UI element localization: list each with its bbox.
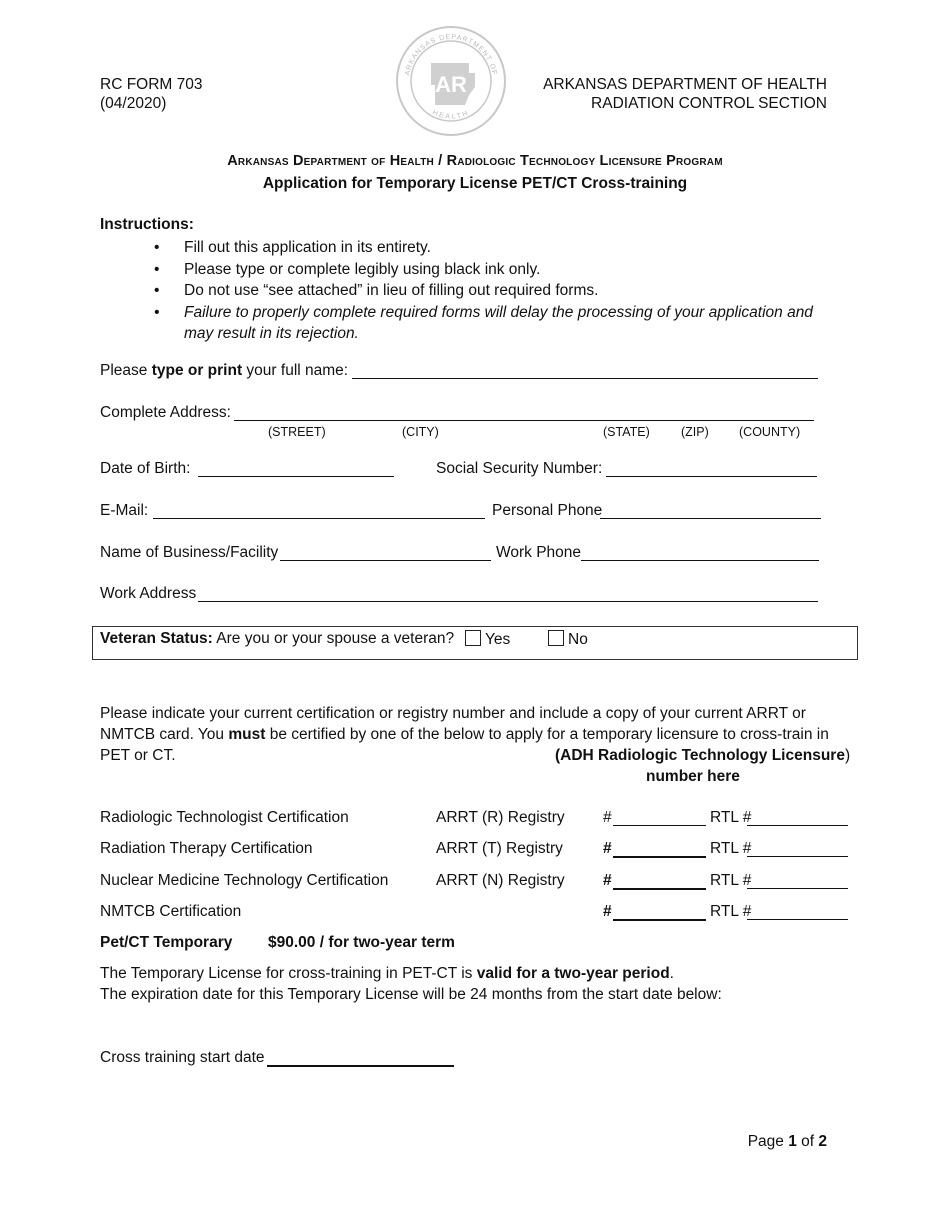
cert-number-field[interactable]	[613, 874, 706, 890]
start-date-field[interactable]	[267, 1051, 454, 1067]
cert-name: Radiologic Technologist Certification	[100, 809, 349, 826]
cert-registry: ARRT (N) Registry	[436, 872, 565, 889]
instruction-item: • Failure to properly complete required forms will delay the processing of your application and may result in its rejection.	[154, 302, 834, 345]
form-id: RC FORM 703	[100, 76, 203, 93]
seal-top-text: ARKANSAS DEPARTMENT OF	[404, 33, 498, 77]
cert-registry: ARRT (R) Registry	[436, 809, 565, 826]
validity-line2: The expiration date for this Temporary License will be 24 months from the start date below:	[100, 986, 722, 1003]
address-zip-caption: (ZIP)	[681, 425, 709, 439]
rtl-label: RTL #	[710, 809, 752, 826]
cert-hash: #	[603, 840, 612, 857]
full-name-label: Please type or print your full name:	[100, 362, 349, 379]
section-name: RADIATION CONTROL SECTION	[591, 95, 827, 112]
instructions-list	[154, 237, 844, 345]
full-name-field[interactable]	[352, 364, 818, 379]
address-state-caption: (STATE)	[603, 425, 650, 439]
arkansas-health-seal-icon	[395, 25, 507, 137]
cert-name: Radiation Therapy Certification	[100, 840, 313, 857]
cert-paragraph-line2: NMTCB card. You must be certified by one of the below to apply for a temporary licensure to cross-train in	[100, 726, 829, 743]
instruction-item: • Do not use “see attached” in lieu of filling out required forms.	[154, 280, 844, 302]
work-address-field[interactable]	[198, 587, 818, 602]
business-label: Name of Business/Facility	[100, 544, 279, 561]
rtl-number-field[interactable]	[747, 874, 848, 889]
adh-note-line2: number here	[646, 768, 740, 785]
personal-phone-label: Personal Phone	[492, 502, 603, 519]
address-city-caption: (CITY)	[402, 425, 439, 439]
validity-line1: The Temporary License for cross-training in PET-CT is valid for a two-year period.	[100, 965, 674, 982]
cert-number-field[interactable]	[613, 905, 706, 921]
cert-paragraph-line3: PET or CT.	[100, 747, 176, 764]
address-field[interactable]	[234, 406, 814, 421]
veteran-yes-option[interactable]: Yes	[465, 630, 510, 649]
email-field[interactable]	[153, 504, 485, 519]
rtl-label: RTL #	[710, 872, 752, 889]
fee-amount: $90.00 / for two-year term	[268, 934, 455, 951]
instruction-item: • Fill out this application in its entirety.	[154, 237, 844, 259]
cert-paragraph-line1: Please indicate your current certification or registry number and include a copy of your current ARRT or	[100, 705, 806, 722]
instruction-item: • Please type or complete legibly using black ink only.	[154, 259, 844, 281]
veteran-question: Veteran Status: Are you or your spouse a veteran?	[100, 630, 455, 647]
dob-field[interactable]	[198, 462, 394, 477]
program-title: Arkansas Department of Health / Radiologic Technology Licensure Program	[227, 153, 723, 169]
page-number: Page 1 of 2	[747, 1133, 827, 1150]
cert-registry: ARRT (T) Registry	[436, 840, 563, 857]
cert-hash: #	[603, 809, 612, 826]
business-field[interactable]	[280, 546, 491, 561]
cert-name: NMTCB Certification	[100, 903, 242, 920]
cert-hash: #	[603, 903, 612, 920]
address-county-caption: (COUNTY)	[739, 425, 801, 439]
dob-label: Date of Birth:	[100, 460, 191, 477]
rtl-label: RTL #	[710, 903, 752, 920]
veteran-no-option[interactable]: No	[548, 630, 588, 649]
cert-name: Nuclear Medicine Technology Certification	[100, 872, 389, 889]
seal-abbr: AR	[435, 72, 467, 97]
work-address-label: Work Address	[100, 585, 197, 602]
work-phone-field[interactable]	[581, 546, 819, 561]
fee-label: Pet/CT Temporary	[100, 934, 233, 951]
ssn-label: Social Security Number:	[436, 460, 603, 477]
rtl-label: RTL #	[710, 840, 752, 857]
seal-bottom-text: HEALTH	[431, 109, 471, 121]
ssn-field[interactable]	[606, 462, 817, 477]
instructions-heading: Instructions:	[100, 216, 194, 233]
work-phone-label: Work Phone	[496, 544, 582, 561]
start-date-label: Cross training start date	[100, 1049, 265, 1066]
personal-phone-field[interactable]	[600, 504, 821, 519]
veteran-no-checkbox[interactable]	[548, 630, 564, 646]
rtl-number-field[interactable]	[747, 811, 848, 826]
cert-number-field[interactable]	[613, 842, 706, 858]
form-date: (04/2020)	[100, 95, 167, 112]
address-street-caption: (STREET)	[268, 425, 326, 439]
veteran-yes-checkbox[interactable]	[465, 630, 481, 646]
form-title: Application for Temporary License PET/CT Cross-training	[262, 175, 688, 192]
cert-hash: #	[603, 872, 612, 889]
adh-note-line1: (ADH Radiologic Technology Licensure)	[555, 747, 851, 764]
address-label: Complete Address:	[100, 404, 231, 421]
cert-number-field[interactable]	[613, 811, 706, 826]
dept-name: ARKANSAS DEPARTMENT OF HEALTH	[543, 76, 827, 93]
rtl-number-field[interactable]	[747, 842, 848, 857]
rtl-number-field[interactable]	[747, 905, 848, 920]
email-label: E-Mail:	[100, 502, 149, 519]
